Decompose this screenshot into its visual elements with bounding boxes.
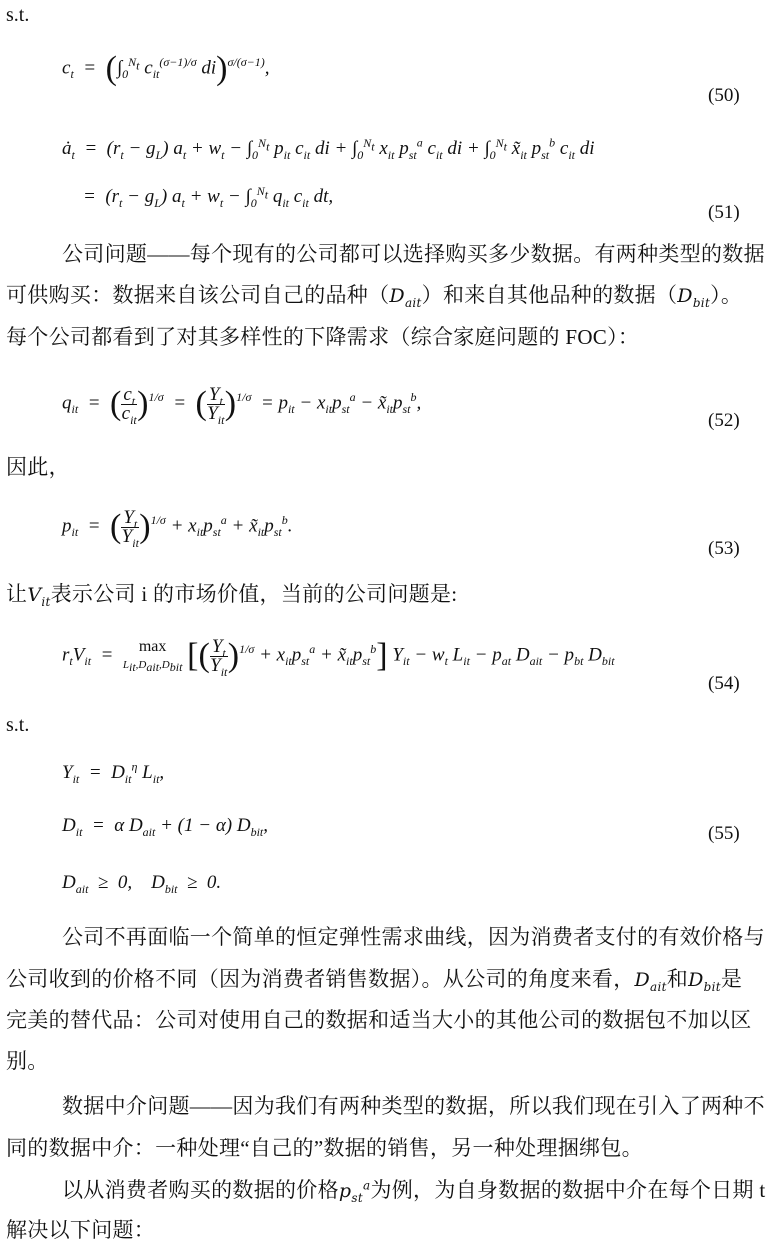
equation-51-line2: = $(r_t - g_L) a_t + w_t - \int_0^{N_t}$ $q_{it}$ $c_{it}$ dt, bbox=[83, 183, 334, 210]
example-line1-part-b: 为例，为自身数据的数据中介在每个日期 t bbox=[370, 1178, 766, 1202]
st-label-2: s.t. bbox=[6, 714, 30, 736]
equation-51-line1: $ȧ_t = (r_t - g_L) a_t + w_t - \int_0^{N_t}$ $p_{it}$ $c_{it}$ di + $\int_0^{N_t}$ $x_{it}$ $p_{st}^a$ $c_{it}$ di + $\int_0^{N_t}$ $x̃_{it}$ $p_{st}^b$ $c_{it}$ di bbox=[62, 135, 595, 162]
no-simple-line2-part-b: 和 bbox=[666, 967, 689, 991]
therefore-text: 因此， bbox=[6, 455, 70, 479]
equation-52: $q_{it}$ = ( $\frac{c_t}{c_{it}}$ )$^{1/\sigma}$ = ( $\frac{Y_t}{Y_{it}}$ )$^{1/\sigma} = p_{it} - x_{it}p_{st}^a$ − $x̃_{it}p_{st}^b$, bbox=[62, 383, 422, 427]
eq-number-51: (51) bbox=[708, 202, 740, 223]
no-simple-line1: 公司不再面临一个简单的恒定弹性需求曲线，因为消费者支付的有效价格与 bbox=[62, 925, 765, 949]
example-line1: 以从消费者购买的数据的价格$p_{st}^a$为例，为自身数据的数据中介在每个日期 t bbox=[62, 1178, 766, 1205]
example-line2: 解决以下问题： bbox=[6, 1218, 156, 1242]
equation-55-line1: $Y_{it} = D_{it}^\eta$ $L_{it}$, bbox=[62, 759, 165, 786]
let-line-part-a: 让 bbox=[6, 582, 28, 606]
no-simple-line2-part-c: 是 bbox=[720, 967, 743, 991]
equation-54: $r_tV_{it}$ = max $L_{it},D_{ait},D_{bit}$ [( $\frac{Y_t}{Y_{it}}$ )$^{1/\sigma} + x_{it}p_{st}^a$ + $x̃_{it}p_{st}^b$] $Y_{it} - w_t$ $L_{it} - p_{at}$ $D_{ait} - p_{bt}$ $D_{bit}$ bbox=[62, 635, 615, 679]
let-line-part-b: 表示公司 i 的市场价值，当前的公司问题是: bbox=[50, 582, 458, 606]
eq-number-54: (54) bbox=[708, 673, 740, 694]
equation-53: $p_{it}$ = ( $\frac{Y_t}{Y_{it}}$ )$^{1/\sigma} + x_{it}p_{st}^a$ + $x̃_{it}p_{st}^b$. bbox=[62, 506, 293, 550]
intermediary-line1: 数据中介问题——因为我们有两种类型的数据，所以我们现在引入了两种不 bbox=[62, 1094, 765, 1118]
no-simple-line3: 完美的替代品：公司对使用自己的数据和适当大小的其他公司的数据包不加以区 bbox=[6, 1008, 752, 1032]
equation-55-line2: $D_{it} = \alpha$ $D_{ait} + (1 - \alpha)$ $D_{bit}$, bbox=[62, 815, 269, 839]
eq-number-55: (55) bbox=[708, 823, 740, 844]
eq-number-52: (52) bbox=[708, 410, 740, 431]
firm-problem-line2-part-c: ）。 bbox=[710, 283, 743, 307]
firm-problem-line2: 可供购买：数据来自该公司自己的品种$(D_{ait})$和来自其他品种的数据$(D_{bit})$。 bbox=[6, 283, 743, 310]
eq-number-53: (53) bbox=[708, 538, 740, 559]
example-line1-part-a: 以从消费者购买的数据的价格 bbox=[62, 1178, 339, 1202]
firm-problem-line3: 每个公司都看到了对其多样性的下降需求（综合家庭问题的 FOC）： bbox=[6, 325, 640, 349]
st-label-1: s.t. bbox=[6, 4, 30, 26]
let-line: 让$V_{it}$表示公司 i 的市场价值，当前的公司问题是: bbox=[6, 582, 458, 609]
equation-50: $c_t = (\int_0^{N_t}$ $c_{it}^{(\sigma-1)/\sigma}$ di)$^{\sigma/(\sigma-1)}$, bbox=[62, 50, 270, 87]
no-simple-line4: 别。 bbox=[6, 1049, 49, 1073]
intermediary-line2: 同的数据中介：一种处理“自己的”数据的销售，另一种处理捆绑包。 bbox=[6, 1136, 643, 1160]
eq-number-50: (50) bbox=[708, 85, 740, 106]
equation-55-line3: $D_{ait} \ge 0$, $D_{bit} \ge 0$. bbox=[62, 872, 222, 896]
no-simple-line2: 公司收到的价格不同（因为消费者销售数据）。从公司的角度来看，$D_{ait}$和$D_{bit}$是 bbox=[6, 967, 743, 994]
firm-problem-line2-part-a: 可供购买：数据来自该公司自己的品种（ bbox=[6, 283, 390, 307]
firm-problem-line1: 公司问题——每个现有的公司都可以选择购买多少数据。有两种类型的数据 bbox=[62, 242, 765, 266]
firm-problem-line2-part-b: ）和来自其他品种的数据（ bbox=[421, 283, 678, 307]
no-simple-line2-part-a: 公司收到的价格不同（因为消费者销售数据）。从公司的角度来看， bbox=[6, 967, 635, 991]
